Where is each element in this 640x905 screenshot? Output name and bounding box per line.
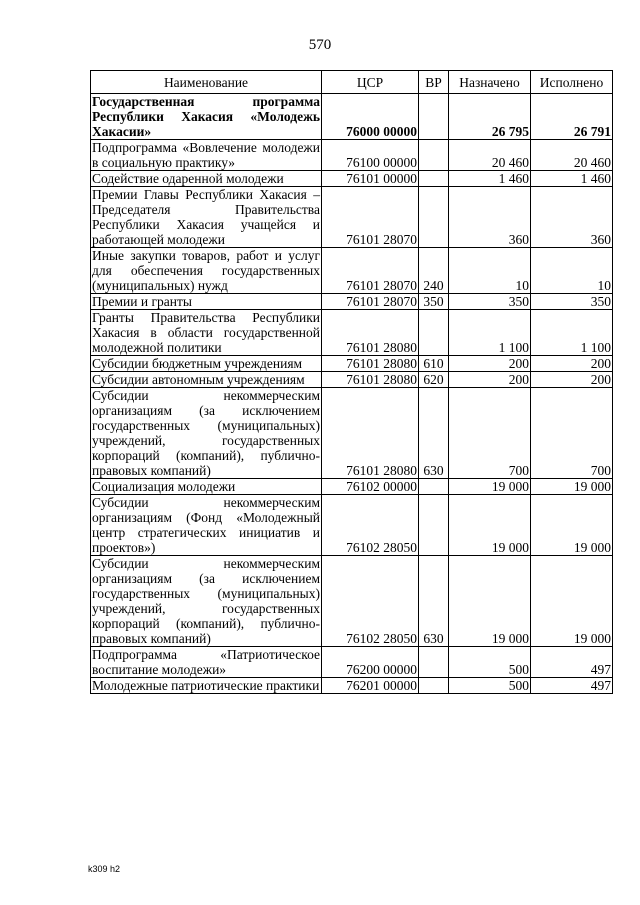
- page-number: 570: [308, 37, 332, 53]
- row-name-cell: Субсидии некоммерческим организациям (Фонд «Молодежный центр стратегических инициатив и проектов»): [92, 495, 320, 555]
- table-row: [91, 479, 613, 495]
- row-planned-cell: 1 460: [449, 171, 531, 187]
- row-executed-cell: 350: [531, 294, 613, 310]
- table-row: [91, 556, 613, 647]
- row-csr-cell: 76101 28080: [322, 388, 419, 479]
- row-executed-cell: 1 460: [531, 171, 613, 187]
- row-csr-cell: 76000 00000: [322, 94, 419, 140]
- header-vr: ВР: [419, 71, 449, 94]
- row-vr-cell: [419, 94, 449, 140]
- row-executed-cell: 26 791: [531, 94, 613, 140]
- row-csr-cell: 76102 28050: [322, 495, 419, 556]
- row-vr-cell: 620: [419, 372, 449, 388]
- row-csr-cell: 76101 28080: [322, 356, 419, 372]
- row-planned-cell: 26 795: [449, 94, 531, 140]
- row-planned-cell: 19 000: [449, 495, 531, 556]
- table-row: [91, 248, 613, 294]
- row-executed-cell: 700: [531, 388, 613, 479]
- row-planned-cell: 1 100: [449, 310, 531, 356]
- table-row: [91, 372, 613, 388]
- row-name-cell: Молодежные патриотические практики: [91, 678, 322, 694]
- row-planned-cell: 200: [449, 372, 531, 388]
- row-name-cell: Государственная программа Республики Хакасия «Молодежь Хакасии»: [92, 94, 320, 139]
- row-vr-cell: [419, 678, 449, 694]
- row-executed-cell: 19 000: [531, 479, 613, 495]
- row-planned-cell: 19 000: [449, 479, 531, 495]
- row-csr-cell: 76200 00000: [322, 647, 419, 678]
- row-executed-cell: 360: [531, 187, 613, 248]
- row-vr-cell: [419, 647, 449, 678]
- table-row: [91, 140, 613, 171]
- row-planned-cell: 350: [449, 294, 531, 310]
- row-executed-cell: 1 100: [531, 310, 613, 356]
- row-name-cell: Субсидии некоммерческим организациям (за исключением государственных (муниципальных) учреждений, государственных корпораций (компаний), публично-правовых компаний): [92, 388, 320, 478]
- row-name-cell: Субсидии бюджетным учреждениям: [91, 356, 322, 372]
- row-vr-cell: 240: [419, 248, 449, 294]
- row-csr-cell: 76101 28070: [322, 187, 419, 248]
- row-executed-cell: 10: [531, 248, 613, 294]
- row-name-cell: Социализация молодежи: [91, 479, 322, 495]
- row-planned-cell: 500: [449, 647, 531, 678]
- row-executed-cell: 200: [531, 372, 613, 388]
- table-row: [91, 294, 613, 310]
- row-vr-cell: [419, 171, 449, 187]
- table-row: [91, 356, 613, 372]
- row-planned-cell: 700: [449, 388, 531, 479]
- row-csr-cell: 76201 00000: [322, 678, 419, 694]
- row-vr-cell: [419, 310, 449, 356]
- table-body: [91, 94, 613, 694]
- row-executed-cell: 497: [531, 647, 613, 678]
- row-csr-cell: 76101 28080: [322, 310, 419, 356]
- table-row: [91, 388, 613, 479]
- row-executed-cell: 200: [531, 356, 613, 372]
- row-planned-cell: 360: [449, 187, 531, 248]
- header-executed: Исполнено: [531, 71, 613, 94]
- table-row: [91, 647, 613, 678]
- row-planned-cell: 10: [449, 248, 531, 294]
- table-row: [91, 171, 613, 187]
- row-executed-cell: 497: [531, 678, 613, 694]
- row-name-cell: Содействие одаренной молодежи: [91, 171, 322, 187]
- row-csr-cell: 76102 00000: [322, 479, 419, 495]
- row-csr-cell: 76100 00000: [322, 140, 419, 171]
- row-vr-cell: [419, 140, 449, 171]
- row-planned-cell: 200: [449, 356, 531, 372]
- budget-table: [90, 70, 613, 694]
- row-executed-cell: 19 000: [531, 495, 613, 556]
- row-planned-cell: 500: [449, 678, 531, 694]
- row-name-cell: Премии Главы Республики Хакасия – Председателя Правительства Республики Хакасия учащейся и работающей молодежи: [92, 187, 320, 247]
- row-vr-cell: 630: [419, 556, 449, 647]
- row-name-cell: Субсидии автономным учреждениям: [91, 372, 322, 388]
- header-csr: ЦСР: [322, 71, 419, 94]
- row-planned-cell: 19 000: [449, 556, 531, 647]
- row-name-cell: Подпрограмма «Патриотическое воспитание молодежи»: [92, 647, 320, 677]
- row-name-cell: Гранты Правительства Республики Хакасия в области государственной молодежной политики: [92, 310, 320, 355]
- table-header-row: [91, 71, 613, 94]
- row-csr-cell: 76101 28070: [322, 294, 419, 310]
- row-vr-cell: 350: [419, 294, 449, 310]
- row-csr-cell: 76101 28070: [322, 248, 419, 294]
- row-executed-cell: 19 000: [531, 556, 613, 647]
- row-executed-cell: 20 460: [531, 140, 613, 171]
- header-name: Наименование: [91, 71, 322, 94]
- table-row: [91, 678, 613, 694]
- row-vr-cell: 610: [419, 356, 449, 372]
- table-row: [91, 94, 613, 140]
- row-name-cell: Премии и гранты: [91, 294, 322, 310]
- table-row: [91, 310, 613, 356]
- table-row: [91, 187, 613, 248]
- row-csr-cell: 76101 28080: [322, 372, 419, 388]
- row-csr-cell: 76102 28050: [322, 556, 419, 647]
- row-name-cell: Субсидии некоммерческим организациям (за исключением государственных (муниципальных) учреждений, государственных корпораций (компаний), публично-правовых компаний): [92, 556, 320, 646]
- row-name-cell: Иные закупки товаров, работ и услуг для обеспечения государственных (муниципальных) нужд: [92, 248, 320, 293]
- row-name-cell: Подпрограмма «Вовлечение молодежи в социальную практику»: [92, 140, 320, 170]
- row-planned-cell: 20 460: [449, 140, 531, 171]
- row-vr-cell: [419, 187, 449, 248]
- footer-code: k309 h2: [88, 864, 121, 874]
- row-csr-cell: 76101 00000: [322, 171, 419, 187]
- row-vr-cell: 630: [419, 388, 449, 479]
- row-vr-cell: [419, 495, 449, 556]
- header-planned: Назначено: [449, 71, 531, 94]
- table-row: [91, 495, 613, 556]
- row-vr-cell: [419, 479, 449, 495]
